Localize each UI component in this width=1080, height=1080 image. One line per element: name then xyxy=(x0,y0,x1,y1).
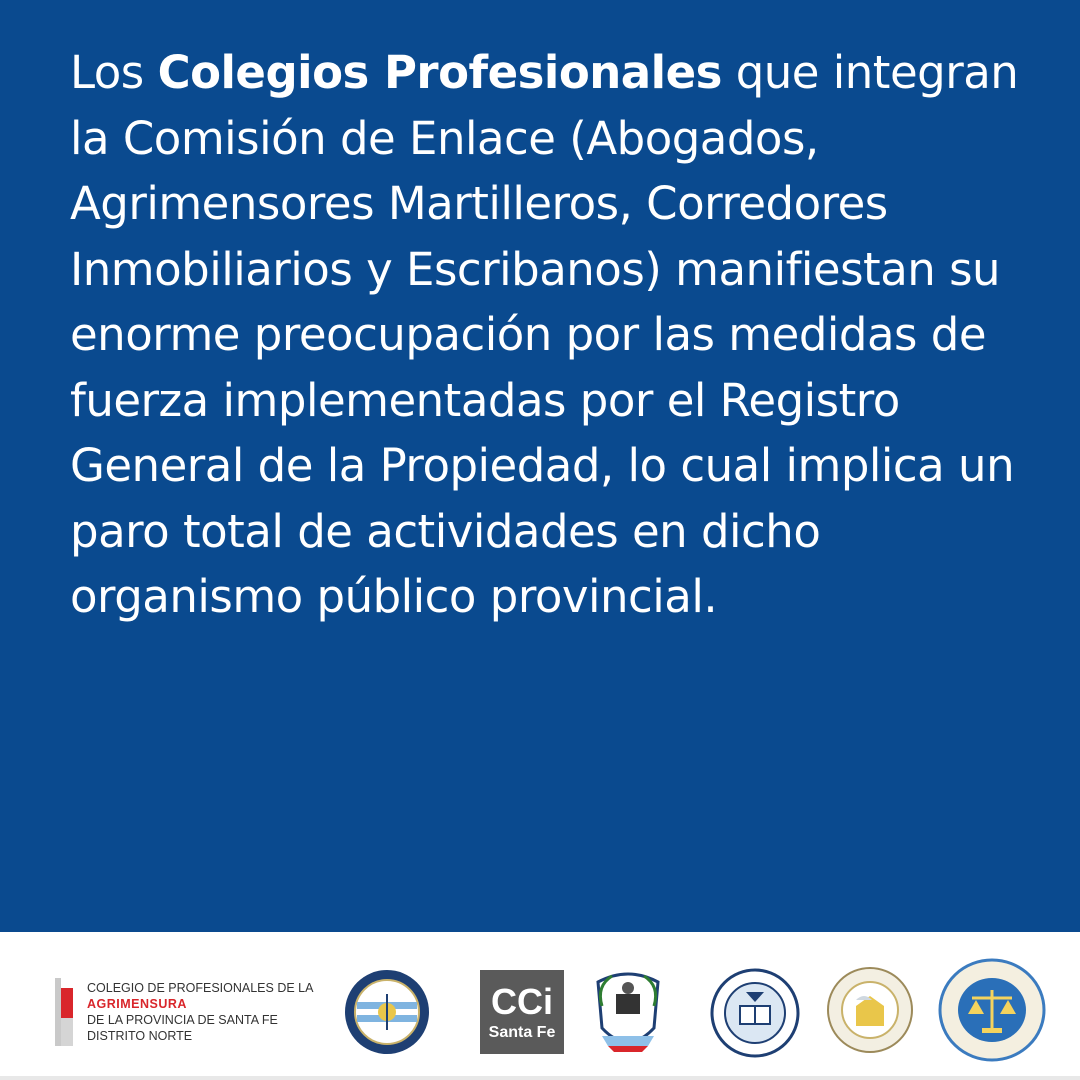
agrimensura-logo xyxy=(55,976,335,1048)
escribanos-seal-icon xyxy=(710,968,800,1058)
cci-santa-fe-logo xyxy=(480,970,564,1054)
cci-wordmark: CCi xyxy=(491,981,553,1022)
martilleros-shield-icon xyxy=(592,966,664,1058)
statement-body: que integran la Comisión de Enlace (Abogados, Agrimensores Martilleros, Corredores Inmobiliarios y Escribanos) manifiestan su enorme preocupación por las medidas de fuerza implementadas por el Registro General de la Propiedad, lo cual implica un paro total de actividades en dicho organismo público provincial. xyxy=(70,46,1019,623)
statement-lead: Los xyxy=(70,46,158,99)
agrimensura-line3: DE LA PROVINCIA DE SANTA FE xyxy=(87,1013,278,1027)
abogados-santa-fe-seal-icon xyxy=(343,968,431,1056)
abogados-circunscripcion-seal-icon xyxy=(826,966,914,1054)
agrimensura-emblem xyxy=(55,978,73,1046)
statement-text xyxy=(70,40,1030,630)
agrimensura-line1: COLEGIO DE PROFESIONALES DE LA xyxy=(87,981,314,995)
statement-highlight: Colegios Profesionales xyxy=(157,46,722,99)
cci-location: Santa Fe xyxy=(488,1024,556,1041)
agrimensura-name xyxy=(87,980,313,1044)
abogados-rafaela-seal-icon xyxy=(938,958,1046,1062)
agrimensura-line4: DISTRITO NORTE xyxy=(87,1029,193,1043)
agrimensura-line2: AGRIMENSURA xyxy=(87,997,187,1011)
bottom-divider xyxy=(0,1076,1080,1080)
